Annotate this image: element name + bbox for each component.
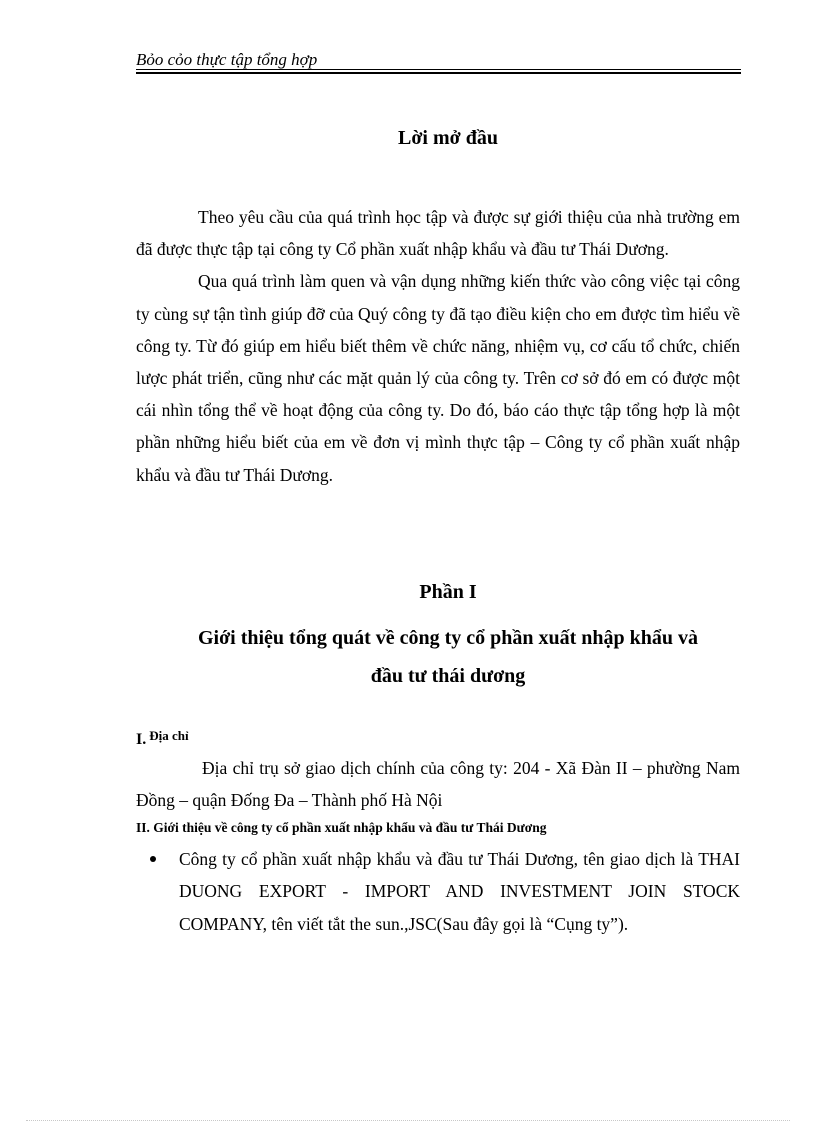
running-header: Bỏo cỏo thực tập tổng hợp xyxy=(136,50,318,69)
header-rule-thin xyxy=(136,69,741,70)
page-bottom-divider xyxy=(26,1120,790,1121)
section-1-heading xyxy=(136,726,740,750)
company-info-list xyxy=(136,843,740,940)
intro-body xyxy=(136,201,740,491)
section-1-heading-text: Địa chỉ xyxy=(149,728,189,743)
part-title xyxy=(136,619,760,695)
intro-title: Lời mở đầu xyxy=(398,127,498,149)
bullet-icon xyxy=(150,856,156,862)
header-rule-thick xyxy=(136,72,741,74)
list-item xyxy=(136,843,740,940)
address-block xyxy=(136,752,740,816)
intro-paragraph-2: Qua quá trình làm quen và vận dụng những kiến thức vào công việc tại công ty cùng sự tận tình giúp đỡ của Quý công ty đã tạo điều kiện cho em được tìm hiểu về công ty. Từ đó giúp em hiểu biết thêm về chức năng, nhiệm vụ, cơ cấu tổ chức, chiến lược phát triển, cũng như các mặt quản lý của công ty. Trên cơ sở đó em có được một cái nhìn tổng thể về hoạt động của công ty. Do đó, báo cáo thực tập tổng hợp là một phần những hiểu biết của em về đơn vị mình thực tập – Công ty cổ phần xuất nhập khẩu và đầu tư Thái Dương. xyxy=(136,271,740,485)
section-1-number: I. xyxy=(136,731,147,748)
part-title-line-1: Giới thiệu tổng quát về công ty cổ phần xuất nhập khẩu và xyxy=(197,627,699,649)
part-label: Phần I xyxy=(419,581,477,603)
part-title-line-2: đầu tư thái dương xyxy=(370,665,526,687)
section-2-heading: II. Giới thiệu về công ty cổ phần xuất nhập khẩu và đầu tư Thái Dương xyxy=(136,820,547,835)
intro-paragraph-1: Theo yêu cầu của quá trình học tập và được sự giới thiệu của nhà trường em đã được thực tập tại công ty Cổ phần xuất nhập khẩu và đầu tư Thái Dương. xyxy=(136,207,740,260)
list-item-text: Công ty cổ phần xuất nhập khẩu và đầu tư Thái Dương, tên giao dịch là THAI DUONG EXPORT - IMPORT AND INVESTMENT JOIN STOCK COMPANY, tên viết tắt the sun.,JSC(Sau đây gọi là “Cụng ty”). xyxy=(179,849,740,934)
address-text: Địa chỉ trụ sở giao dịch chính của công ty: 204 - Xã Đàn II – phường Nam Đồng – quận Đống Đa – Thành phố Hà Nội xyxy=(136,758,740,810)
